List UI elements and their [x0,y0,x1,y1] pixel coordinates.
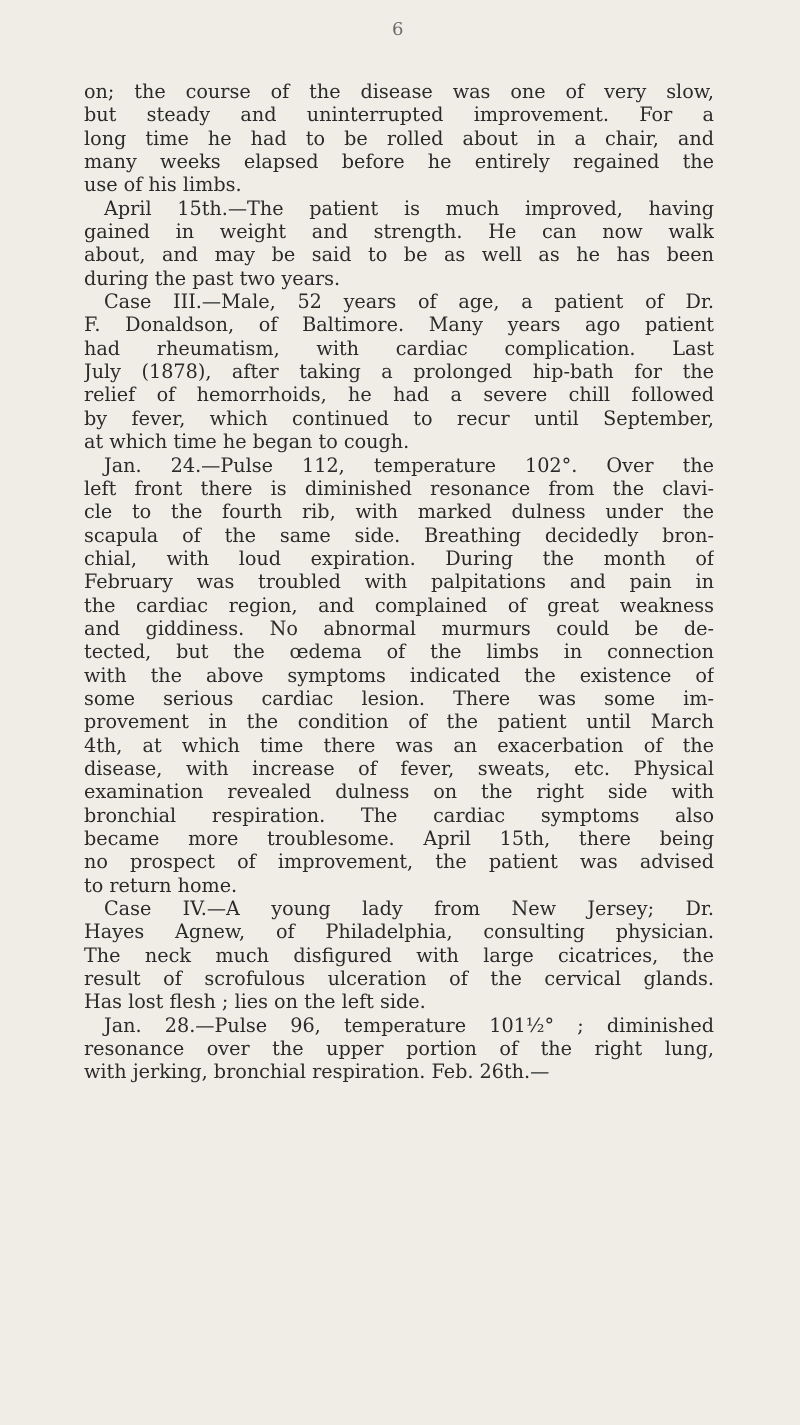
text-line: cle to the fourth rib, with marked dulness under the [84,500,714,524]
text-line: result of scrofulous ulceration of the cervical glands. [84,967,714,991]
page-number: 6 [392,19,404,40]
text-line: use of his limbs. [84,173,242,197]
text-line: Case IV.—A young lady from New Jersey; Dr. [104,897,714,921]
text-line: many weeks elapsed before he entirely regained the [84,150,714,174]
text-line: Has lost flesh ; lies on the left side. [84,990,426,1014]
text-line: resonance over the upper portion of the right lung, [84,1037,714,1061]
text-line: disease, with increase of fever, sweats, etc. Physical [84,756,714,780]
text-line: had rheumatism, with cardiac complication. Last [84,336,714,360]
text-line: chial, with loud expiration. During the month of [84,546,714,570]
text-line: Case III.—Male, 52 years of age, a patient of Dr. [104,290,714,314]
text-line: The neck much disfigured with large cicatrices, the [84,943,714,967]
text-line: Jan. 24.—Pulse 112, temperature 102°. Over the [104,453,714,477]
text-line: F. Donaldson, of Baltimore. Many years ago patient [84,313,714,337]
text-line: at which time he began to cough. [84,430,410,454]
text-line: some serious cardiac lesion. There was some im- [84,686,714,710]
text-line: April 15th.—The patient is much improved, having [104,196,714,220]
text-line: 4th, at which time there was an exacerbation of the [84,733,714,757]
text-line: and giddiness. No abnormal murmurs could be de- [84,616,714,640]
body-text [84,80,714,1084]
text-line: scapula of the same side. Breathing decidedly bron- [84,523,714,547]
text-line: February was troubled with palpitations and pain in [84,570,714,594]
text-line: became more troublesome. April 15th, there being [84,827,714,850]
text-line: July (1878), after taking a prolonged hip-bath for the [84,360,714,384]
text-line: gained in weight and strength. He can now walk [84,220,714,244]
text-line: on; the course of the disease was one of very slow, [84,80,714,103]
text-line: by fever, which continued to recur until September, [84,406,714,430]
text-line: no prospect of improvement, the patient was advised [84,850,714,874]
text-line: bronchial respiration. The cardiac symptoms also [84,803,714,827]
text-line: with jerking, bronchial respiration. Feb. 26th.— [84,1060,550,1084]
text-line: during the past two years. [84,266,341,290]
text-line: about, and may be said to be as well as he has been [84,243,714,267]
text-line: relief of hemorrhoids, he had a severe chill followed [84,383,714,407]
text-line: with the above symptoms indicated the existence of [84,663,714,687]
text-line: but steady and uninterrupted improvement. For a [84,103,714,127]
text-line: Jan. 28.—Pulse 96, temperature 101½° ; diminished [104,1013,714,1037]
text-line: tected, but the œdema of the limbs in connection [84,640,714,664]
text-line: Hayes Agnew, of Philadelphia, consulting physician. [84,920,714,944]
text-line: provement in the condition of the patient until March [84,710,714,734]
text-line: examination revealed dulness on the right side with [84,780,714,804]
text-line: the cardiac region, and complained of great weakness [84,593,714,617]
text-line: to return home. [84,873,238,897]
text-line: long time he had to be rolled about in a chair, and [84,126,714,150]
text-line: left front there is diminished resonance from the clavi- [84,476,714,500]
